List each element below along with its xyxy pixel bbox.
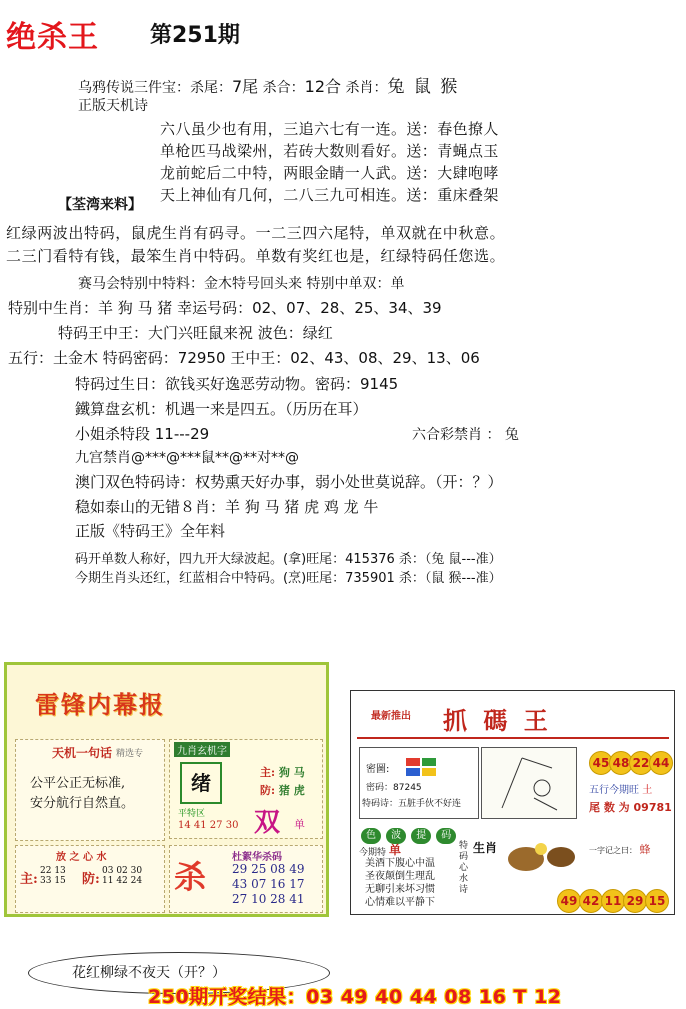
nine-palace: 九宫禁肖@***@***鼠**@**对**@ <box>75 450 299 466</box>
poem-line: 单枪匹马战梁州，若砖大数则看好。送：青蝇点玉 <box>160 142 499 160</box>
fang-label: 防: <box>260 784 276 797</box>
color-tag: 波 <box>386 828 406 844</box>
treasure-mid: 杀合： <box>262 80 305 96</box>
divider <box>357 737 669 739</box>
zhu2-label: 主: <box>20 872 38 887</box>
bottom-ball: 15 <box>645 889 669 913</box>
jiu-label: 九肖玄机字 <box>174 742 230 757</box>
zhu2-nums: 22 13 33 15 <box>40 866 66 886</box>
windows-logo-icon <box>406 758 436 776</box>
pingte-nums: 14 41 27 30 <box>178 820 239 831</box>
jinqi-label: 今期特 <box>359 848 387 858</box>
treasure-label: 乌鸦传说三件宝：杀尾： <box>78 80 232 96</box>
poem-line: 龙前蛇后二中特，两眼金睛一人武。送：大肆咆哮 <box>160 164 499 182</box>
jiu-char: 绪 <box>180 762 222 804</box>
bottom-ball: 29 <box>623 889 647 913</box>
horse-line: 赛马会特别中特料：金木特号回头来 特别中单双：单 <box>78 276 405 292</box>
fang2-nums: 03 02 30 11 42 24 <box>102 866 143 886</box>
code-label: 密码： <box>366 783 394 793</box>
tianji-label: 天机一句话 <box>52 746 113 760</box>
tianji-box <box>15 739 165 841</box>
cloud-text: 花红柳绿不夜天（开？） <box>72 965 226 981</box>
zhuama-panel <box>350 690 675 915</box>
wuxing-label: 五行今期旺 <box>589 785 639 796</box>
color-tag: 提 <box>411 828 431 844</box>
cheng-line: 圣夜颠倒生理乱 <box>365 871 435 882</box>
code-value: 87245 <box>393 783 422 793</box>
draw-result: 250期开奖结果：03 49 40 44 08 16 T 12 <box>148 986 562 1008</box>
cheng-label: 特码心水诗 <box>459 841 469 895</box>
treasure-tail: 7尾 <box>232 77 259 96</box>
xin-label: 放 之 心 水 <box>56 852 107 863</box>
tianji-line: 安分航行自然直。 <box>30 796 135 811</box>
wuxing-value: 土 <box>642 785 653 796</box>
poem-title: 正版天机诗 <box>78 98 148 114</box>
logo: 绝杀王 <box>6 20 99 55</box>
bay-label: 【荃湾来料】 <box>58 197 142 213</box>
tail-label: 尾 数 为 <box>589 801 630 814</box>
fang-value: 猪 虎 <box>278 784 305 797</box>
xinshui-box <box>15 845 165 913</box>
poem-value: 五脏手伙不好连 <box>398 799 462 809</box>
poem-line: 天上神仙有几何，二八三九可相连。送：重床叠架 <box>160 186 499 204</box>
bottom-ball: 42 <box>579 889 603 913</box>
panel-title: 雷锋内幕报 <box>35 690 165 719</box>
jinqi-dan: 单 <box>389 843 402 857</box>
poem-line: 六八虽少也有用，三追六七有一连。送：春色撩人 <box>160 120 499 138</box>
tianji-line: 公平公正无标准, <box>30 776 126 791</box>
shebang-label: 杜絮华杀码 <box>232 852 282 863</box>
poem-label: 特码诗： <box>362 799 399 809</box>
cheng-lines <box>365 857 465 909</box>
treasure-line <box>78 72 459 97</box>
miss-kill: 小姐杀特段 11---29 <box>75 425 210 443</box>
eight-zodiac: 稳如泰山的无错８肖：羊 狗 马 猪 虎 鸡 龙 牛 <box>75 498 379 516</box>
liuhe-ban: 六合彩禁肖 ： 兔 <box>412 427 519 443</box>
treasure-kill-label: 杀肖： <box>345 80 388 96</box>
top-ball: 45 <box>589 751 613 775</box>
special-zodiac: 特别中生肖：羊 狗 马 猪 幸运号码：02、07、28、25、34、39 <box>8 299 442 317</box>
shebang-row: 43 07 16 17 <box>232 877 305 891</box>
abacus-line: 鐵算盘玄机：机遇一来是四五。（历历在耳） <box>75 400 368 418</box>
pingte-label: 平特区 <box>178 809 206 819</box>
color-labels <box>361 823 456 844</box>
treasure-combo: 12合 <box>304 77 342 96</box>
jiu-box <box>169 739 323 839</box>
sketch-picture <box>481 747 577 819</box>
bay-line: 红绿两波出特码，鼠虎生肖有码寻。一二三四六尾特，单双就在中秋意。 <box>6 224 506 242</box>
cheng-line: 无聊引来坏习惯 <box>365 884 435 895</box>
yizi-label: 一字记之曰： <box>589 846 637 855</box>
cheng-line: 心情难以平静下 <box>365 897 435 908</box>
leifeng-panel <box>4 662 329 917</box>
tail-value: 09781 <box>633 801 672 814</box>
bay-line: 二三门看特有钱，最笨生肖中特码。单数有奖红也是，红绿特码任您选。 <box>6 247 506 265</box>
dan-char: 单 <box>294 818 305 831</box>
dog-picture <box>501 831 581 881</box>
shebang-row: 27 10 28 41 <box>232 892 305 906</box>
note-line: 码开单数人称好，四九开大绿波起。(拿)旺尾：415376 杀：（兔 鼠---准） <box>75 552 502 567</box>
bottom-ball: 11 <box>601 889 625 913</box>
sheng-xiao: 生肖 <box>473 841 498 855</box>
top-ball: 44 <box>649 751 673 775</box>
issue-number: 第251期 <box>150 23 240 48</box>
note-line: 今期生肖头还红，红蓝相合中特码。(烹)旺尾：735901 杀：（鼠 猴---准） <box>75 571 502 586</box>
zhu-label: 主: <box>260 766 276 779</box>
king-line: 特码王中王：大门兴旺鼠来祝 波色：绿红 <box>58 324 333 342</box>
five-elements: 五行：土金木 特码密码：72950 王中王：02、43、08、29、13、06 <box>8 349 480 367</box>
panel-title: 抓 碼 王 <box>443 706 552 735</box>
shuang-char: 双 <box>254 808 281 838</box>
sha-char: 杀 <box>174 858 207 896</box>
shebang-box <box>169 845 323 913</box>
yearly-line: 正版《特码王》全年料 <box>75 522 226 540</box>
mima-box <box>359 747 479 819</box>
mima-label: 密圖: <box>366 764 390 775</box>
macau-poem: 澳门双色特码诗：权势熏天好办事，弱小处世莫说辞。（开：？） <box>75 473 503 491</box>
tianji-sub: 精选专 <box>116 749 144 759</box>
new-label: 最新推出 <box>371 711 411 722</box>
top-ball: 22 <box>629 751 653 775</box>
birthday-line: 特码过生日：欲钱买好逸恶劳动物。密码：9145 <box>75 375 399 393</box>
top-ball: 48 <box>609 751 633 775</box>
cheng-line: 美酒下腹心中温 <box>365 858 435 869</box>
yizi-value: 蜂 <box>639 843 651 856</box>
color-tag: 码 <box>436 828 456 844</box>
zhu-value: 狗 马 <box>278 766 305 779</box>
fang2-label: 防: <box>82 872 100 887</box>
treasure-kill: 兔 鼠 猴 <box>387 77 460 97</box>
color-tag: 色 <box>361 828 381 844</box>
bottom-ball: 49 <box>557 889 581 913</box>
shebang-row: 29 25 08 49 <box>232 862 305 876</box>
